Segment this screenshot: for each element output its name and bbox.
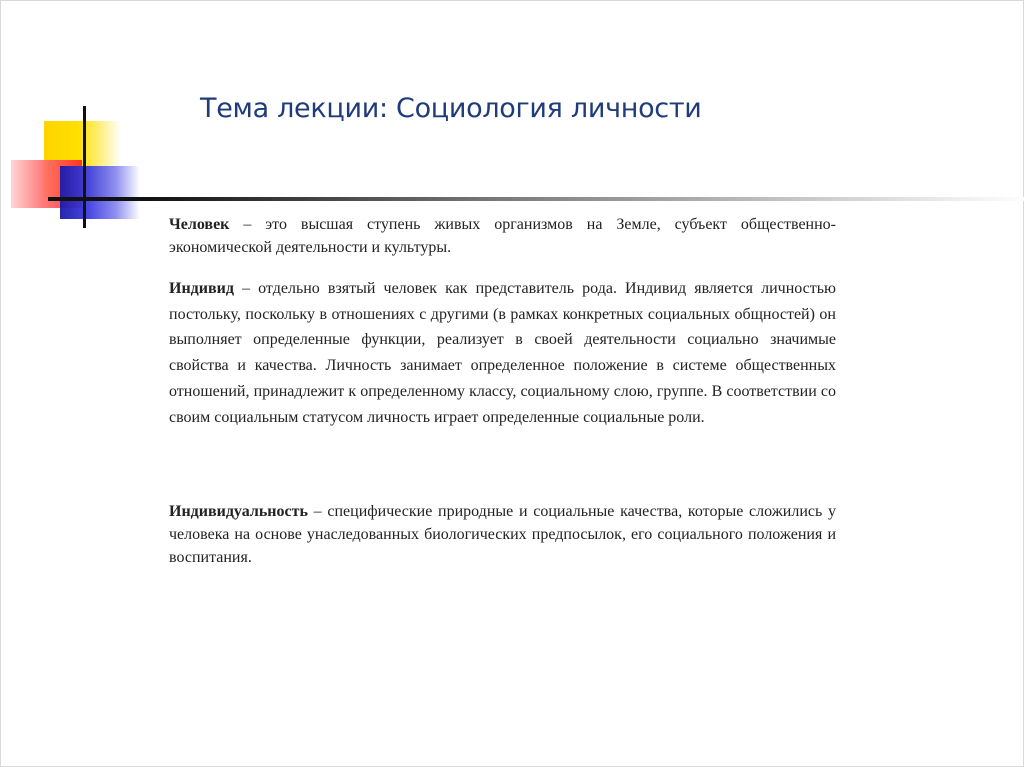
definition-term: Человек [169, 216, 230, 233]
definition-individ [169, 276, 836, 430]
definition-term: Индивидуальность [169, 503, 308, 520]
definition-chelovek [169, 213, 836, 259]
decor-blue-rectangle [60, 166, 140, 219]
definition-text: – специфические природные и социальные качества, которые сложились у человека на основе унаследованных биологических предпосылок, его социального положения и воспитания. [169, 503, 837, 566]
slide-title: Тема лекции: Социология личности [200, 93, 702, 124]
definition-text: – это высшая ступень живых организмов на Земле, субъект общественно-экономической деятельности и культуры. [169, 216, 837, 256]
title-underline-rule [48, 197, 1024, 201]
definition-text: – отдельно взятый человек как представитель рода. Индивид является личностью постольку, поскольку в отношениях с другими (в рамках конкретных социальных общностей) он выполняет определенные функции, реализует в своей деятельности социально значимые свойства и качества. Личность занимает определенное положение в системе общественных отношений, принадлежит к определенному классу, социальному слою, группе. В соответствии со своим социальным статусом личность играет определенные социальные роли. [169, 280, 837, 426]
definition-individualnost [169, 500, 836, 569]
decor-vertical-line [83, 106, 86, 228]
definition-term: Индивид [169, 280, 234, 297]
